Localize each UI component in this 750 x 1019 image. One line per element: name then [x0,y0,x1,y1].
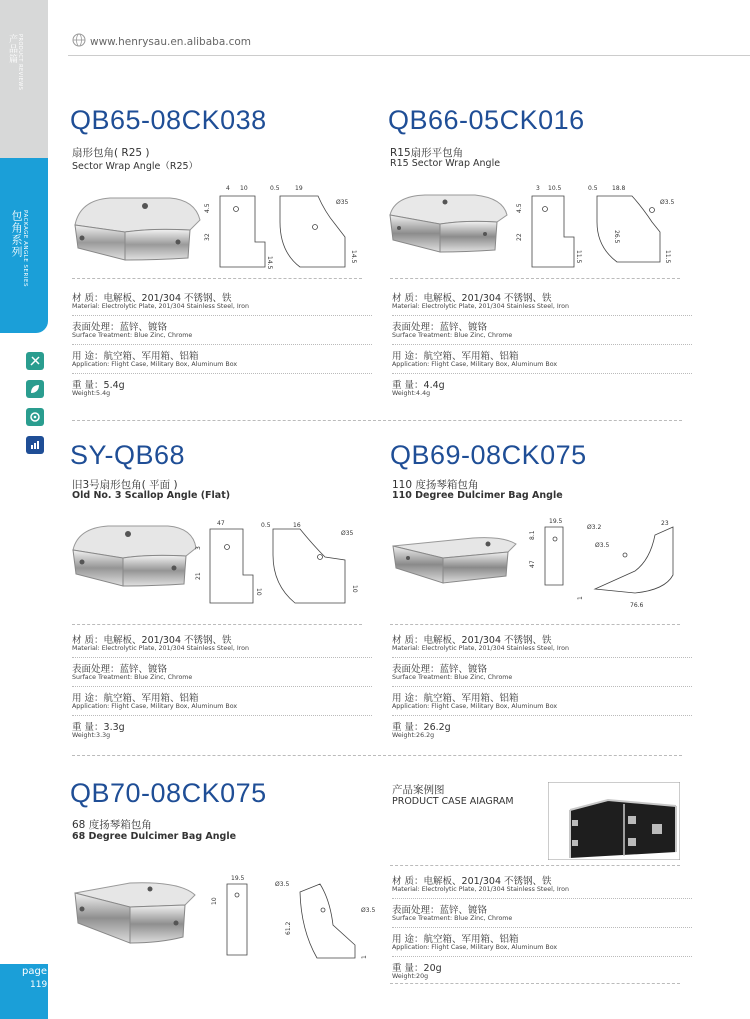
sidebar-section-subtitle: PACKAGE ANGLE SERIES [22,210,28,287]
dim-label: 1 [577,596,584,600]
dim-label: Ø3.5 [275,881,290,888]
dim-label: 19 [295,185,303,192]
dim-label: 10 [211,897,218,905]
use-cn: 用 途：航空箱、军用箱、铝箱 [72,693,199,704]
product-name-cn: 110 度扬琴箱包角 [392,479,479,491]
sidebar-top-title: 产品篇 [7,34,17,64]
dim-label: 4.5 [204,203,211,213]
spec-list [72,287,372,402]
surface-en: Surface Treatment: Blue Zinc, Chrome [392,332,513,339]
technical-drawing [525,515,690,610]
use-cn: 用 途：航空箱、军用箱、铝箱 [392,351,519,362]
case-photo [548,782,680,860]
product-name-cn: 扇形包角( R25 ) [72,147,150,159]
use-en: Application: Flight Case, Military Box, Aluminum Box [392,703,558,710]
product-code: QB65-08CK038 [70,105,267,135]
material-en: Material: Electrolytic Plate, 201/304 Stainless Steel, Iron [392,303,569,310]
material-cn: 材 质：电解板、201/304 不锈钢、铁 [392,876,552,887]
dim-label: 14.5 [266,256,273,270]
sidebar-section-tab[interactable] [0,158,48,333]
dim-label: 47 [529,560,536,568]
dim-label: 61.2 [285,921,292,935]
weight-cn: 重 量：5.4g [72,380,125,391]
leaf-icon [26,380,44,398]
dim-label: 16 [293,522,301,529]
dim-label: 3 [195,546,202,550]
product-photo [385,190,515,265]
spec-list [392,287,692,402]
dim-label: 3 [536,185,540,192]
dim-label: Ø3.5 [595,542,610,549]
dim-label: Ø3.2 [587,524,602,531]
spec-list [72,629,372,744]
header-url[interactable]: www.henrysau.en.alibaba.com [90,36,252,48]
weight-cn: 重 量：20g [392,963,442,974]
weight-en: Weight:20g [392,973,429,980]
weight-en: Weight:3.3g [72,732,111,739]
use-cn: 用 途：航空箱、军用箱、铝箱 [72,351,199,362]
surface-cn: 表面处理：蓝锌、镀铬 [392,905,488,916]
dim-label: 26.5 [613,230,620,244]
product-name-en: R15 Sector Wrap Angle [390,158,501,169]
surface-en: Surface Treatment: Blue Zinc, Chrome [392,915,513,922]
dim-label: 19.5 [231,875,245,882]
material-cn: 材 质：电解板、201/304 不锈钢、铁 [392,635,552,646]
dim-label: 1 [361,955,368,959]
spec-list [392,870,692,985]
product-name-cn: 旧3号扇形包角( 平面 ) [72,479,178,491]
dim-label: 76.6 [630,602,644,609]
dim-label: 11.5 [575,250,582,264]
product-photo [68,520,208,600]
dim-label: 22 [516,233,523,241]
surface-cn: 表面处理：蓝锌、镀铬 [392,664,488,675]
dim-label: Ø3.5 [361,907,376,914]
page-label: page [22,966,47,977]
material-cn: 材 质：电解板、201/304 不锈钢、铁 [72,293,232,304]
use-en: Application: Flight Case, Military Box, Aluminum Box [72,361,238,368]
product-name-cn: R15扇形平包角 [390,147,464,159]
dim-label: Ø35 [341,530,354,537]
product-name-en: Old No. 3 Scallop Angle (Flat) [72,490,231,501]
spec-list [392,629,692,744]
product-name-en: Sector Wrap Angle（R25） [72,161,199,172]
technical-drawing [512,182,687,274]
dim-label: 21 [195,572,202,580]
sidebar-top-subtitle: PRODUCT REVIEWS [17,34,23,91]
product-name-cn: 68 度扬琴箱包角 [72,819,152,831]
dim-label: 8.1 [529,530,536,540]
product-code: QB66-05CK016 [388,105,585,135]
tools-icon [26,352,44,370]
dim-label: 14.5 [350,250,357,264]
technical-drawing [195,515,370,610]
sidebar-section-title: 包角系列 [10,210,23,258]
product-name-en: 110 Degree Dulcimer Bag Angle [392,490,563,501]
surface-en: Surface Treatment: Blue Zinc, Chrome [72,674,193,681]
dim-label: 18.8 [612,185,626,192]
dim-label: 10 [255,588,262,596]
dim-label: 11.5 [664,250,671,264]
product-photo [70,875,205,955]
surface-en: Surface Treatment: Blue Zinc, Chrome [72,332,193,339]
dim-label: Ø35 [336,199,349,206]
material-en: Material: Electrolytic Plate, 201/304 Stainless Steel, Iron [392,886,569,893]
dim-label: 0.5 [270,185,280,192]
technical-drawing [200,182,370,274]
dim-label: Ø3.5 [660,199,675,206]
sidebar-top-tab [0,0,48,158]
header-divider [68,55,750,56]
dim-label: 32 [204,233,211,241]
material-cn: 材 质：电解板、201/304 不锈钢、铁 [72,635,232,646]
material-cn: 材 质：电解板、201/304 不锈钢、铁 [392,293,552,304]
dim-label: 23 [661,520,669,527]
product-code: SY-QB68 [70,440,186,470]
dim-label: 19.5 [549,518,563,525]
dim-label: 10 [240,185,248,192]
dim-label: 0.5 [588,185,598,192]
use-cn: 用 途：航空箱、军用箱、铝箱 [392,934,519,945]
dim-label: 0.5 [261,522,271,529]
surface-cn: 表面处理：蓝锌、镀铬 [392,322,488,333]
dim-label: 4.5 [516,203,523,213]
case-diagram-title: 产品案例图 [392,784,445,796]
product-code: QB69-08CK075 [390,440,587,470]
product-code: QB70-08CK075 [70,778,267,808]
product-photo [388,528,523,598]
gear-icon [26,408,44,426]
weight-en: Weight:5.4g [72,390,111,397]
weight-cn: 重 量：4.4g [392,380,445,391]
dim-label: 4 [226,185,230,192]
dim-label: 10.5 [548,185,562,192]
weight-en: Weight:4.4g [392,390,431,397]
material-en: Material: Electrolytic Plate, 201/304 Stainless Steel, Iron [72,645,249,652]
weight-cn: 重 量：3.3g [72,722,125,733]
technical-drawing [205,870,385,962]
weight-en: Weight:26.2g [392,732,435,739]
use-en: Application: Flight Case, Military Box, Aluminum Box [392,944,558,951]
chart-icon [26,436,44,454]
dim-label: 10 [351,585,358,593]
use-en: Application: Flight Case, Military Box, Aluminum Box [72,703,238,710]
product-photo [70,190,210,270]
product-name-en: 68 Degree Dulcimer Bag Angle [72,831,237,842]
page-number: 119 [30,980,48,990]
use-cn: 用 途：航空箱、军用箱、铝箱 [392,693,519,704]
globe-icon [72,33,86,47]
case-diagram-subtitle: PRODUCT CASE AIAGRAM [392,796,514,807]
weight-cn: 重 量：26.2g [392,722,451,733]
material-en: Material: Electrolytic Plate, 201/304 Stainless Steel, Iron [392,645,569,652]
surface-cn: 表面处理：蓝锌、镀铬 [72,322,168,333]
surface-en: Surface Treatment: Blue Zinc, Chrome [392,674,513,681]
use-en: Application: Flight Case, Military Box, Aluminum Box [392,361,558,368]
surface-cn: 表面处理：蓝锌、镀铬 [72,664,168,675]
dim-label: 47 [217,520,225,527]
material-en: Material: Electrolytic Plate, 201/304 Stainless Steel, Iron [72,303,249,310]
page-number-box [0,964,48,1019]
